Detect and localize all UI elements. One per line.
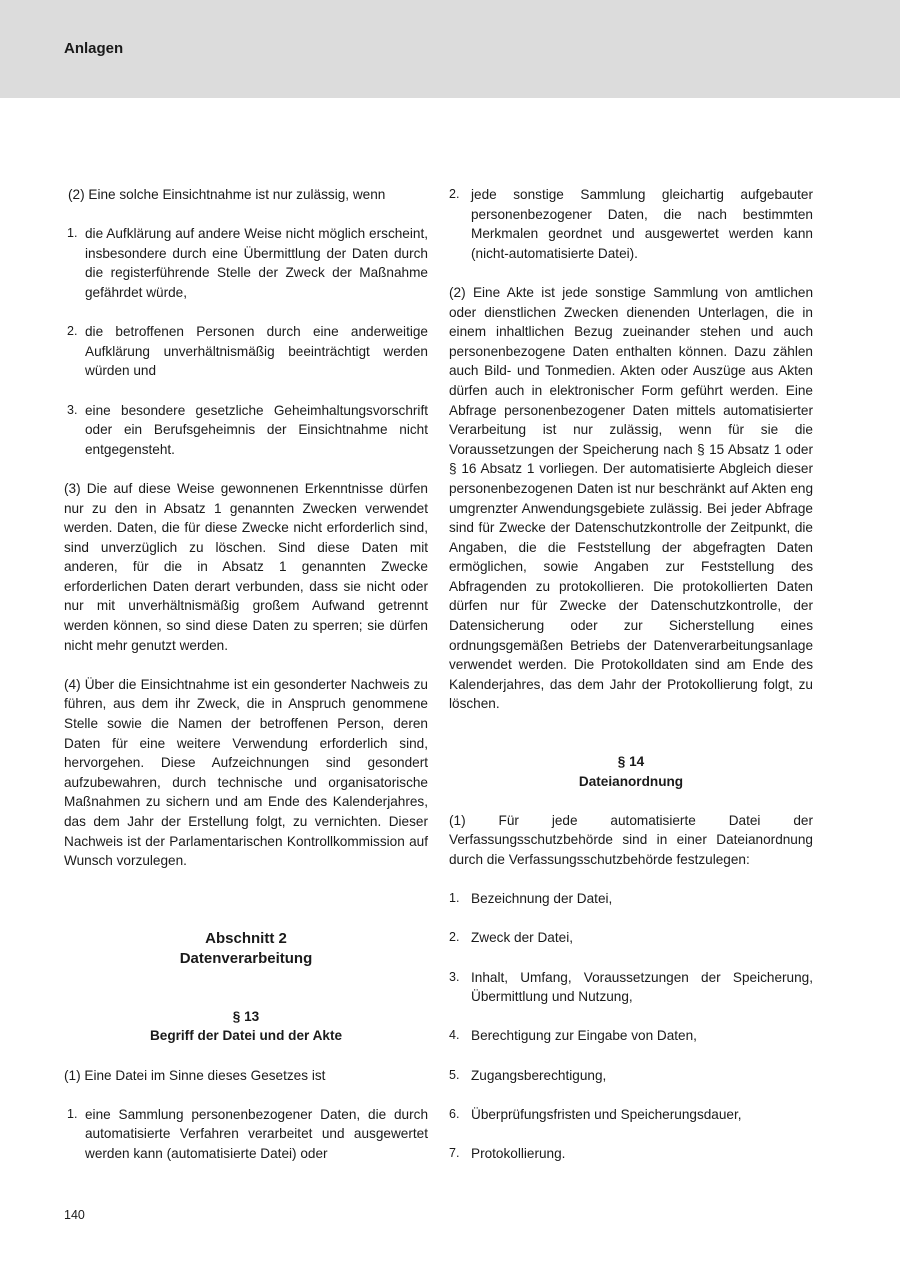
list-item	[64, 401, 428, 460]
list-text: die betroffenen Personen durch eine anderweitige Aufklärung unverhältnismäßig beeinträchtigt werden würden und	[85, 324, 428, 379]
list-text: Überprüfungsfristen und Speicherungsdauer,	[471, 1106, 742, 1122]
paragraph-14-heading	[449, 752, 813, 791]
list-number: 3.	[67, 402, 78, 417]
list-item	[64, 1105, 428, 1164]
list-item	[64, 322, 428, 381]
running-header-title: Anlagen	[64, 40, 124, 57]
list-number: 6.	[449, 1106, 460, 1121]
paragraph-13-2: (2) Eine Akte ist jede sonstige Sammlung von amtlichen oder dienstlichen Zwecken dienenden Unterlagen, die in einem inhaltlichen Bezug zueinander stehen und auch personenbezogene Daten enthalten können. Dazu zählen auch Bild- und Tonmedien. Akten oder Auszüge aus Akten dürfen auch in elektronischer Form geführt werden. Eine Abfrage personenbezogener Daten mittels automatisierter Verarbeitung ist nur zulässig, wenn für sie die Voraussetzungen der Speicherung nach § 15 Absatz 1 oder § 16 Absatz 1 vorliegen. Der automatisierte Abgleich dieser personenbezogenen Daten ist nur beschränkt auf Akten eng umgrenzter Anwendungsgebiete zulässig. Bei jeder Abfrage sind für Zwecke der Datenschutzkontrolle der Zeitpunkt, die Angaben, die die Feststellung der abgefragten Daten ermöglichen, sowie Angaben zur Feststellung des Abfragenden zu protokollieren. Die protokollierten Daten dürfen nur für Zwecke der Datenschutzkontrolle, der Datensicherung oder zur Sicherstellung eines ordnungsgemäßen Betriebs der Datenverarbeitungsanlage verwendet werden. Die Protokolldaten sind am Ende des Kalenderjahres, das dem Jahr der Protokollierung folgt, zu löschen.	[449, 284, 813, 712]
list-number: 2.	[449, 187, 460, 201]
paragraph-13-title: Begriff der Datei und der Akte	[149, 1028, 343, 1044]
list-number: 2.	[67, 324, 78, 339]
list-number: 5.	[449, 1067, 460, 1082]
paragraph-14-label: § 14	[617, 754, 645, 770]
paragraph-3: (3) Die auf diese Weise gewonnenen Erkenntnisse dürfen nur zu den in Absatz 1 genannten Zwecken verwendet werden. Daten, die für diese Zwecke nicht erforderlich sind, sind unverzüglich zu löschen. Sind diese Daten mit anderen, für die in Absatz 1 genannten Zwecke erforderlichen Daten derart verbunden, dass sie nicht oder nur mit unverhältnismäßig großem Aufwand getrennt werden können, so sind diese Daten zu sperren; sie dürfen nicht mehr genutzt werden.	[64, 480, 428, 653]
header-band	[0, 0, 900, 98]
list-item	[449, 185, 813, 263]
list-item	[449, 1066, 813, 1086]
list-item	[449, 889, 813, 909]
paragraph-14-1-intro: (1) Für jede automatisierte Datei der Verfassungsschutzbehörde sind in einer Dateianordnung durch die Verfassungsschutzbehörde festzulegen:	[449, 812, 813, 867]
list-number: 1.	[67, 226, 78, 241]
list-text: jede sonstige Sammlung gleichartig aufgebauter personenbezogener Daten, die nach bestimmten Merkmalen geordnet und ausgewertet werden kann (nicht-automatisierte Datei).	[471, 187, 813, 261]
right-column	[449, 185, 813, 1183]
list-number: 1.	[449, 891, 460, 906]
list-number: 7.	[449, 1145, 460, 1160]
section-heading	[64, 929, 428, 969]
left-column	[64, 185, 428, 1183]
list-text: Protokollierung.	[471, 1145, 566, 1161]
list-text: Berechtigung zur Eingabe von Daten,	[471, 1028, 697, 1044]
paragraph-2-intro: (2) Eine solche Einsichtnahme ist nur zulässig, wenn	[68, 187, 386, 202]
list-number: 4.	[449, 1028, 460, 1043]
paragraph-13-label: § 13	[232, 1008, 260, 1024]
section-title: Datenverarbeitung	[179, 949, 313, 967]
list-item	[449, 968, 813, 1007]
list-number: 3.	[449, 969, 460, 984]
list-text: die Aufklärung auf andere Weise nicht möglich erscheint, insbesondere durch eine Übermittlung der Daten durch die registerführende Stelle der Zweck der Maßnahme gefährdet würde,	[85, 226, 428, 300]
paragraph-13-heading	[64, 1007, 428, 1046]
list-text: Zugangsberechtigung,	[471, 1067, 607, 1083]
list-number: 2.	[449, 930, 460, 945]
page-number: 140	[64, 1208, 85, 1222]
list-text: Inhalt, Umfang, Voraussetzungen der Speicherung, Übermittlung und Nutzung,	[471, 969, 813, 1005]
list-text: Bezeichnung der Datei,	[471, 891, 613, 907]
list-text: eine besondere gesetzliche Geheimhaltungsvorschrift oder ein Berufsgeheimnis der Einsichtnahme nicht entgegensteht.	[85, 402, 428, 457]
list-item	[64, 224, 428, 302]
list-text: eine Sammlung personenbezogener Daten, die durch automatisierte Verfahren verarbeitet und ausgewertet werden kann (automatisierte Datei) oder	[85, 1106, 428, 1161]
list-item	[449, 1026, 813, 1046]
list-item	[449, 1105, 813, 1125]
paragraph-4: (4) Über die Einsichtnahme ist ein gesonderter Nachweis zu führen, aus dem ihr Zweck, die in Anspruch genommene Stelle sowie die Namen der betroffenen Person, deren Daten für eine weitere Verwendung erforderlich sind, hervorgehen. Diese Aufzeichnungen sind gesondert aufzubewahren, durch technische und organisatorische Maßnahmen zu sichern und am Ende des Kalenderjahres, das dem Jahr der Erstellung folgt, zu vernichten. Dieser Nachweis ist der Parlamentarischen Kontrollkommission auf Wunsch vorzulegen.	[64, 676, 428, 869]
paragraph-13-1-intro: (1) Eine Datei im Sinne dieses Gesetzes ist	[64, 1067, 326, 1083]
list-text: Zweck der Datei,	[471, 930, 573, 946]
section-label: Abschnitt 2	[205, 929, 287, 947]
list-item	[449, 1144, 813, 1164]
list-number: 1.	[67, 1106, 78, 1121]
list-item	[449, 928, 813, 948]
paragraph-14-title: Dateianordnung	[578, 773, 684, 789]
